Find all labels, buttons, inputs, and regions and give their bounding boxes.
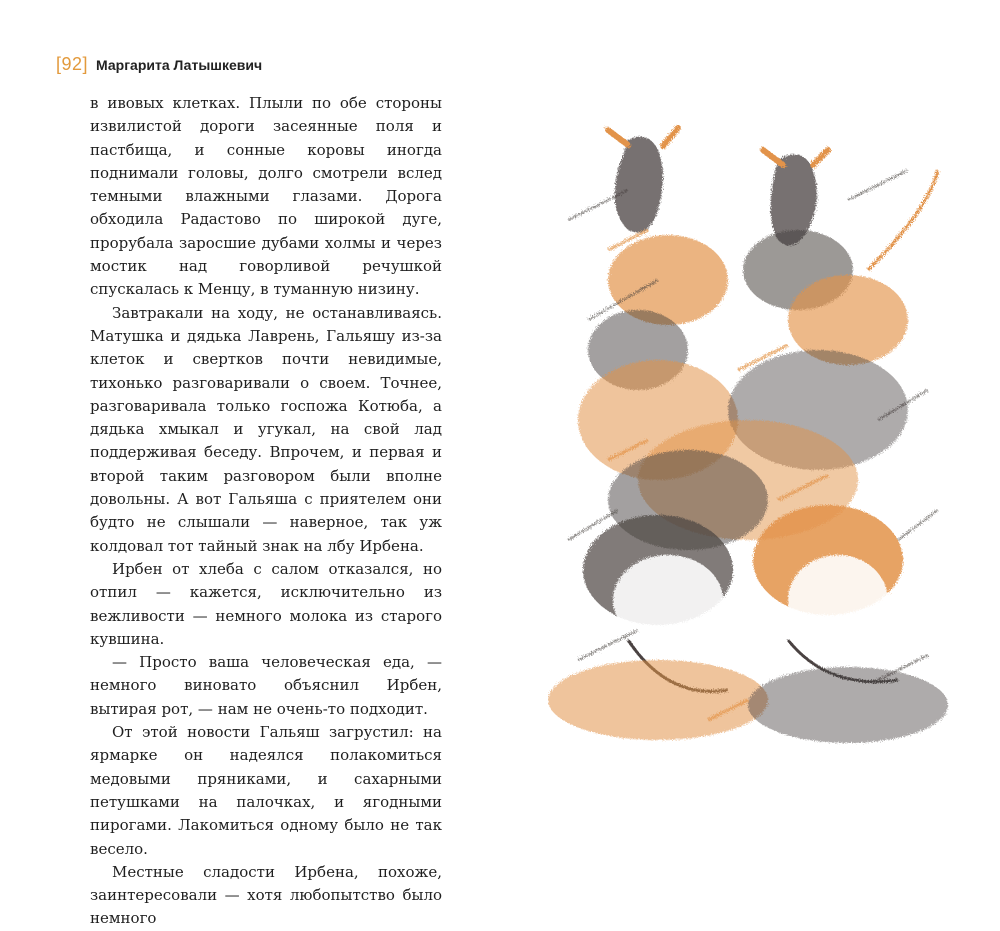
paragraph: Ирбен от хлеба с салом отказался, но отпил — кажется, исключительно из вежливости — немного молока из старого кувшина. [90,559,442,648]
paragraph: От этой новости Гальяш загрустил: на ярмарке он надеялся полакомиться медовыми пряниками, и сахарными петушками на палочках, и ягодными пирогами. Лакомиться одному было не так весело. [90,723,442,858]
page-number: [92] [56,54,89,74]
horse-head-left [615,137,663,233]
boy-right-face [788,555,888,645]
page-header [56,54,262,75]
boy-left-face [613,555,723,645]
paragraph: Завтракали на ходу, не останавливаясь. Матушка и дядька Лаврень, Гальяшу из-за клеток и свертков почти невидимые, тихонько разговаривали о своем. Точнее, разговаривала только госпожа Котюба, а дядька хмыкал и угукал, на свой лад поддерживая беседу. Впрочем, и первая и второй таким разговором были вполне довольны. А вот Гальяша с приятелем они будто не слышали — наверное, так уж колдовал тот тайный знак на лбу Ирбена. [90,303,442,555]
paragraph: — Просто ваша человеческая еда, — немного виновато объяснил Ирбен, вытирая рот, — нам не очень-то подходит. [90,653,442,718]
author-name: Маргарита Латышкевич [96,57,263,73]
paragraph: в ивовых клетках. Плыли по обе стороны извилистой дороги засеянные поля и пастбища, и сонные коровы иногда поднимали головы, долго смотрели вслед темными влажными глазами. Дорога обходила Радастово по широкой дуге, прорубала заросшие дубами холмы и через мостик над говорливой речушкой спускалась к Менцу, в туманную низину. [90,94,442,299]
body-text [90,92,442,931]
sketch-illustration [548,120,958,750]
paragraph: Местные сладости Ирбена, похоже, заинтересовали — хотя любопытство было немного [90,862,442,928]
